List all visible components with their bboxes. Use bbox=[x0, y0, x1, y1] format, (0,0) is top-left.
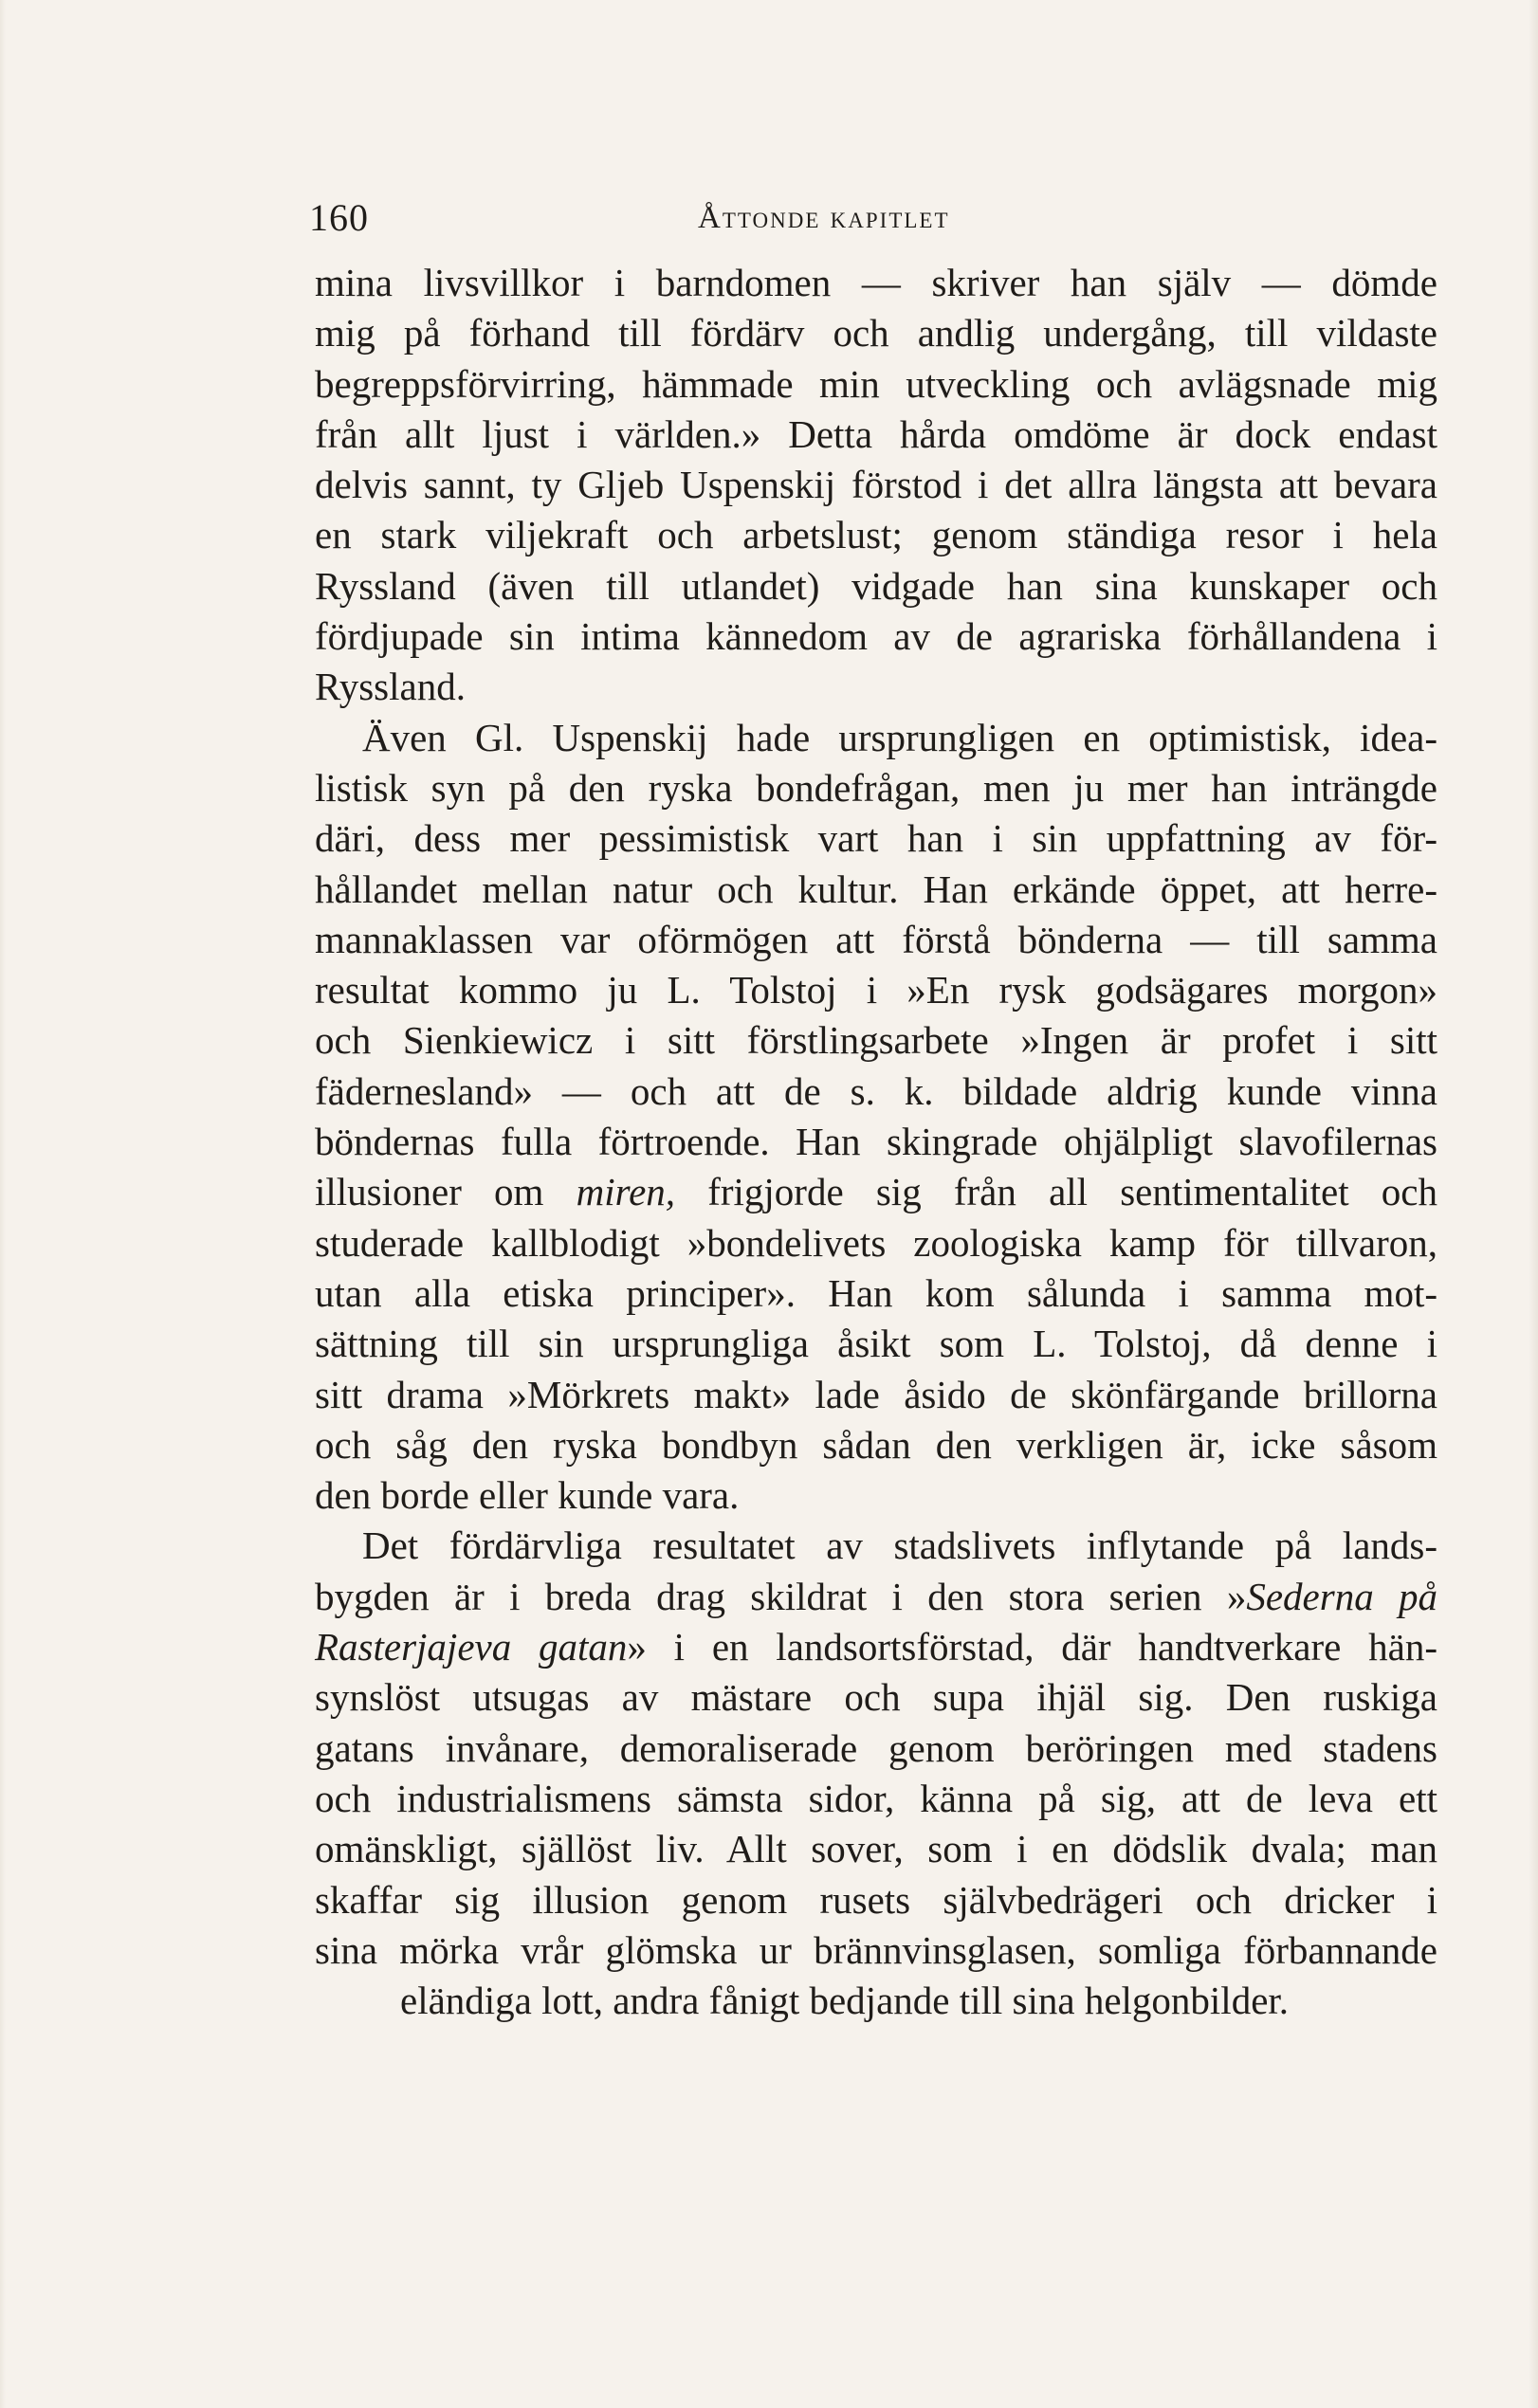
page-number: 160 bbox=[309, 196, 369, 239]
running-head: Åttonde kapitlet bbox=[698, 201, 950, 235]
body-text bbox=[315, 258, 1437, 2026]
text-line: sina mörka vrår glömska ur brännvinsglasen, somliga förbannande bbox=[315, 1927, 1437, 1972]
text-line: fördjupade sin intima kännedom av de agrariska förhållandena i bbox=[315, 614, 1437, 659]
text-segment: illusioner om bbox=[315, 1170, 577, 1214]
text-line: resultat kommo ju L. Tolstoj i »En rysk godsägares morgon» bbox=[315, 968, 1437, 1012]
text-line: sättning till sin ursprungliga åsikt som L. Tolstoj, då denne i bbox=[315, 1322, 1437, 1366]
text-line: skaffar sig illusion genom rusets självbedrägeri och dricker i bbox=[315, 1877, 1437, 1922]
text-line: Ryssland. bbox=[315, 665, 466, 709]
text-segment: bygden är i breda drag skildrat i den stora serien » bbox=[315, 1574, 1247, 1618]
page-header bbox=[309, 190, 1437, 246]
text-line: utan alla etiska principer». Han kom sålunda i samma mot- bbox=[315, 1270, 1437, 1315]
text-line: Även Gl. Uspenskij hade ursprungligen en optimistisk, idea- bbox=[362, 715, 1437, 759]
text-line: en stark viljekraft och arbetslust; genom ständiga resor i hela bbox=[315, 513, 1437, 557]
text-line: mig på förhand till fördärv och andlig undergång, till vildaste bbox=[315, 311, 1437, 356]
text-line: mina livsvillkor i barndomen — skriver han själv — dömde bbox=[315, 261, 1437, 304]
italic-term: miren, bbox=[576, 1170, 676, 1214]
text-line: delvis sannt, ty Gljeb Uspenskij förstod i det allra längsta att bevara bbox=[315, 463, 1437, 507]
text-line: sitt drama »Mörkrets makt» lade åsido de skönfärgande brillorna bbox=[315, 1372, 1437, 1416]
text-line: eländiga lott, andra fånigt bedjande till sina helgonbilder. bbox=[400, 1979, 1290, 2023]
text-line: Det fördärvliga resultatet av stadslivets inflytande på lands- bbox=[362, 1523, 1437, 1568]
text-line: böndernas fulla förtroende. Han skingrade ohjälpligt slavofilernas bbox=[315, 1120, 1437, 1164]
text-line: omänskligt, själlöst liv. Allt sover, som i en dödslik dvala; man bbox=[315, 1827, 1437, 1871]
italic-title: Rasterjajeva gatan bbox=[315, 1625, 628, 1669]
page-edge-left bbox=[0, 0, 6, 2408]
italic-title: Sederna på bbox=[1246, 1574, 1437, 1618]
text-line bbox=[315, 1167, 1437, 1217]
text-line: gatans invånare, demoraliserade genom beröringen med stadens bbox=[315, 1725, 1437, 1770]
text-line bbox=[315, 1572, 1437, 1622]
text-line: mannaklassen var oförmögen att förstå bönderna — till samma bbox=[315, 917, 1437, 961]
text-line: studerade kallblodigt »bondelivets zoologiska kamp för tillvaron, bbox=[315, 1220, 1437, 1265]
text-line: och industrialismens sämsta sidor, känna på sig, att de leva ett bbox=[315, 1776, 1437, 1820]
text-line: listisk syn på den ryska bondefrågan, men ju mer han inträngde bbox=[315, 765, 1437, 810]
text-line: och Sienkiewicz i sitt förstlingsarbete »Ingen är profet i sitt bbox=[315, 1018, 1437, 1063]
text-line: från allt ljust i världen.» Detta hårda omdöme är dock endast bbox=[315, 411, 1437, 456]
text-segment: frigjorde sig från all sentimentalitet och bbox=[675, 1170, 1437, 1214]
text-line: däri, dess mer pessimistisk vart han i sin uppfattning av för- bbox=[315, 816, 1437, 861]
text-line bbox=[315, 1622, 1437, 1672]
text-line: den borde eller kunde vara. bbox=[315, 1473, 740, 1518]
text-line: begreppsförvirring, hämmade min utveckling och avlägsnade mig bbox=[315, 361, 1437, 406]
text-segment: » i en landsortsförstad, där handtverkare hän- bbox=[627, 1625, 1437, 1669]
text-line: och såg den ryska bondbyn sådan den verkligen är, icke såsom bbox=[315, 1422, 1437, 1467]
page-edge-right bbox=[1529, 0, 1538, 2408]
text-line: hållandet mellan natur och kultur. Han erkände öppet, att herre- bbox=[315, 867, 1437, 911]
text-line: Ryssland (även till utlandet) vidgade han sina kunskaper och bbox=[315, 563, 1437, 608]
text-line: fädernesland» — och att de s. k. bildade aldrig kunde vinna bbox=[315, 1068, 1437, 1113]
text-line: synslöst utsugas av mästare och supa ihjäl sig. Den ruskiga bbox=[315, 1675, 1437, 1720]
